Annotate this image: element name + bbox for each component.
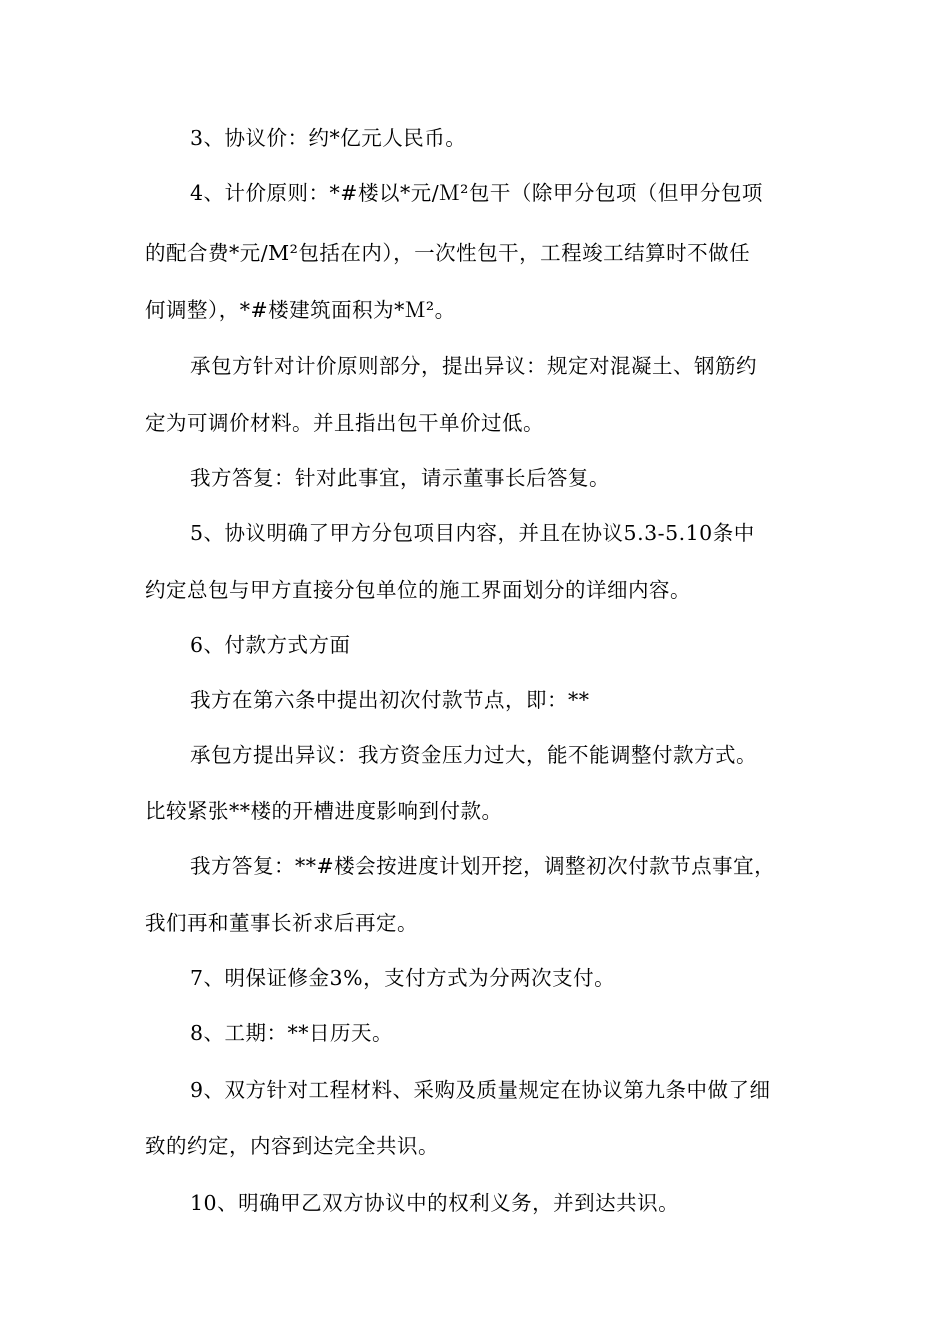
- objection-payment-line-2: 比较紧张**楼的开槽进度影响到付款。: [145, 799, 503, 823]
- objection-pricing-line-1: 承包方针对计价原则部分，提出异议：规定对混凝土、钢筋约: [190, 354, 757, 378]
- payment-node-text: 我方在第六条中提出初次付款节点，即：**: [190, 688, 590, 712]
- reply-payment-line-2: 我们再和董事长祈求后再定。: [145, 911, 418, 935]
- paragraph-4-line-2: 的配合费*元/M²包括在内），一次性包干，工程竣工结算时不做任: [145, 241, 751, 265]
- paragraph-8: 8、工期：**日历天。: [190, 1021, 394, 1045]
- paragraph-5-line-2: 约定总包与甲方直接分包单位的施工界面划分的详细内容。: [145, 578, 691, 602]
- paragraph-3-line-1: 3、协议价：约*亿元人民币。: [190, 126, 467, 150]
- reply-pricing: 我方答复：针对此事宜，请示董事长后答复。: [190, 466, 610, 490]
- paragraph-6-heading: 6、付款方式方面: [190, 633, 351, 657]
- paragraph-9-line-1: 9、双方针对工程材料、采购及质量规定在协议第九条中做了细: [190, 1078, 771, 1102]
- paragraph-7: 7、明保证修金3%，支付方式为分两次支付。: [190, 966, 616, 990]
- objection-payment-line-1: 承包方提出异议：我方资金压力过大，能不能调整付款方式。: [190, 743, 757, 767]
- paragraph-9-line-2: 致的约定，内容到达完全共识。: [145, 1134, 439, 1158]
- objection-pricing-line-2: 定为可调价材料。并且指出包干单价过低。: [145, 411, 544, 435]
- paragraph-4-line-3: 何调整），*#楼建筑面积为*Ｍ²。: [145, 298, 456, 322]
- paragraph-4-line-1: 4、计价原则：*#楼以*元/Ｍ²包干（除甲分包项（但甲分包项: [190, 181, 763, 205]
- reply-payment-line-1: 我方答复：**#楼会按进度计划开挖，调整初次付款节点事宜，: [190, 854, 776, 878]
- paragraph-5-line-1: 5、协议明确了甲方分包项目内容，并且在协议5.3-5.10条中: [190, 521, 755, 545]
- paragraph-10: 10、明确甲乙双方协议中的权利义务，并到达共识。: [190, 1191, 680, 1215]
